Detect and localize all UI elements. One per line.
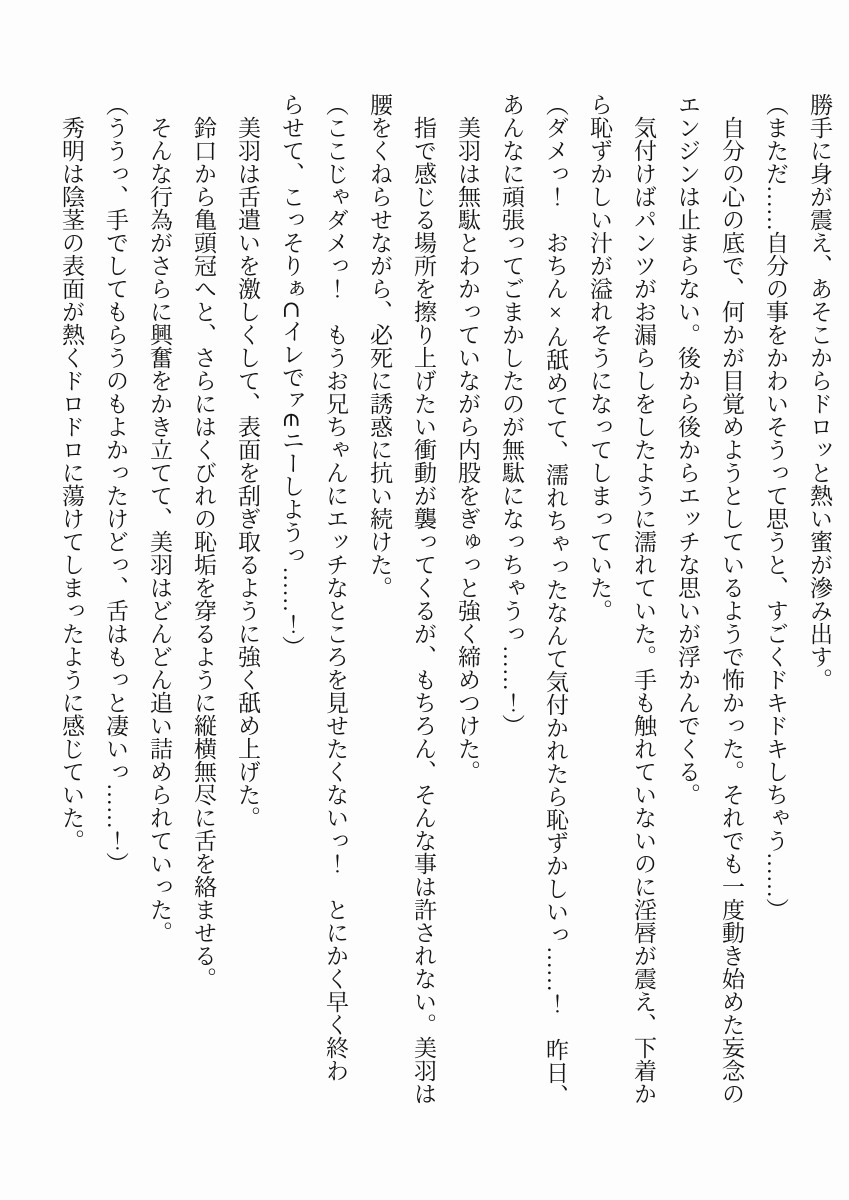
text-column: らせて、こっそりぁ⊂イレでァ∈ニーしようっ……！） xyxy=(279,93,304,659)
text-column: エンジンは止まらない。後から後からエッチな思いが浮かんでくる。 xyxy=(675,93,700,806)
text-column: 秀明は陰茎の表面が熱くドロドロに蕩けてしまったように感じていた。 xyxy=(59,116,84,852)
vertical-text-block xyxy=(49,93,841,1105)
text-column: 自分の心の底で、何かが目覚めようとしているようで怖かった。それでも一度動き始めた妄念の xyxy=(719,116,744,1105)
text-column: 美羽は無駄とわかっていながら内股をぎゅっと強く締めつけた。 xyxy=(455,116,480,783)
text-column: （まただ……自分の事をかわいそうって思うと、すごくドキドキしちゃう……） xyxy=(763,93,788,921)
text-column: 腰をくねらせながら、必死に誘惑に抗い続けた。 xyxy=(367,93,392,599)
text-column: 気付けばパンツがお漏らしをしたように濡れていた。手も触れていないのに淫唇が震え、下着か xyxy=(631,116,656,1105)
text-column: そんな行為がさらに興奮をかき立てて、美羽はどんどん追い詰められていった。 xyxy=(147,116,172,944)
text-column: （ダメっ！ おちん×ん舐めてて、濡れちゃったなんて気付かれたら恥ずかしいっ……！ 昨日、 xyxy=(543,93,568,1107)
text-column: 指で感じる場所を擦り上げたい衝動が襲ってくるが、もちろん、そんな事は許されない。美羽は xyxy=(411,116,436,1105)
text-column: ら恥ずかしい汁が溢れそうになってしまっていた。 xyxy=(587,93,612,622)
text-column: （ううっ、手でしてもらうのもよかったけどっ、舌はもっと凄いっ……！） xyxy=(103,93,128,875)
text-column: あんなに頑張ってごまかしたのが無駄になっちゃうっ……！） xyxy=(499,93,524,737)
text-column: 鈴口から亀頭冠へと、さらにはくびれの恥垢を穿るように縦横無尽に舌を絡ませる。 xyxy=(191,116,216,990)
text-column: 勝手に身が震え、あそこからドロッと熱い蜜が滲み出す。 xyxy=(807,93,832,691)
text-column: （ここじゃダメっ！ もうお兄ちゃんにエッチなところを見せたくないっ！ とにかく早く終わ xyxy=(323,93,348,1082)
text-column: 美羽は舌遣いを激しくして、表面を刮ぎ取るように強く舐め上げた。 xyxy=(235,116,260,829)
